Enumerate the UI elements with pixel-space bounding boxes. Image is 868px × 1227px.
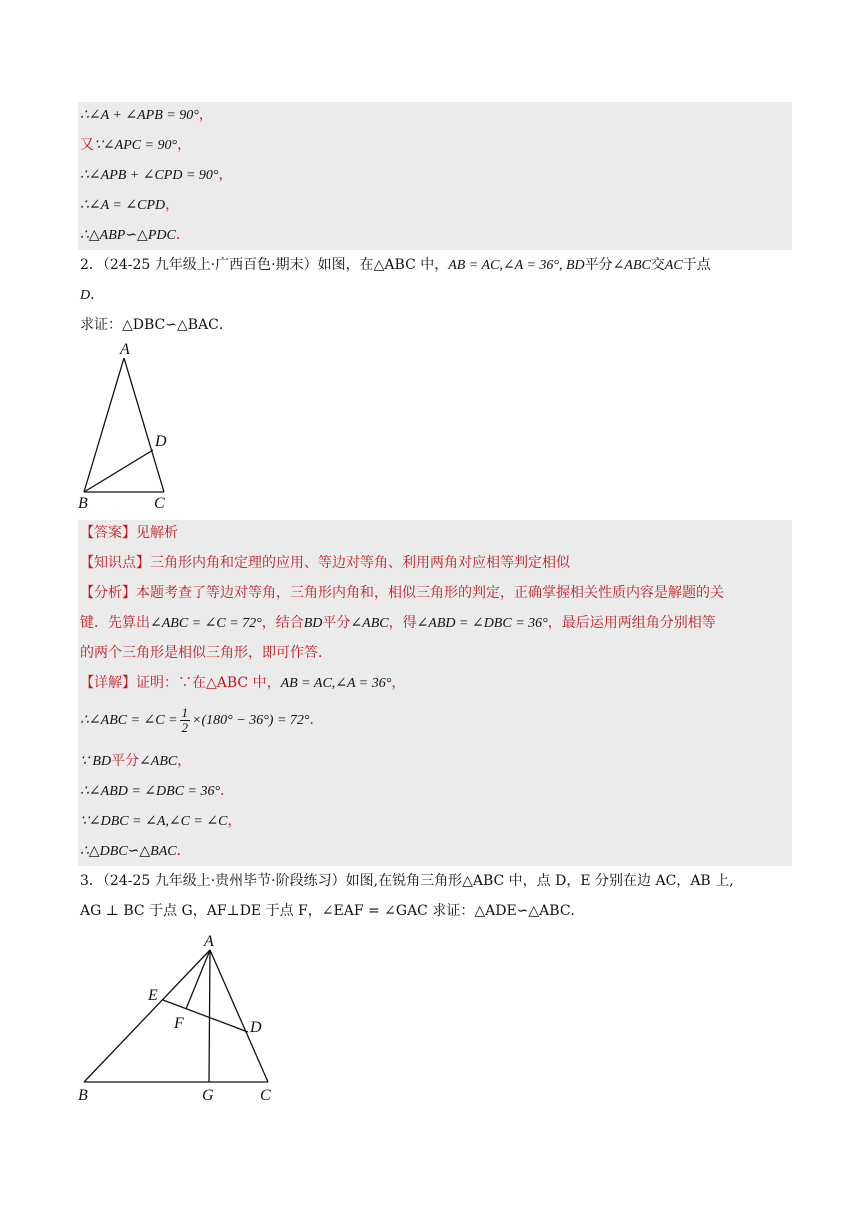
fraction-numerator: 1 bbox=[181, 704, 189, 720]
step-math: ∵∠DBC = ∠A,∠C = ∠C bbox=[80, 814, 228, 829]
analysis-text: ，最后运用两组角分别相等 bbox=[547, 615, 716, 631]
punctuation: ． bbox=[175, 227, 190, 243]
detail-line bbox=[80, 673, 405, 694]
analysis-math: ∠ABC = ∠C = 72° bbox=[150, 616, 262, 631]
step-math: ∵ BD bbox=[80, 754, 112, 769]
fraction bbox=[180, 706, 191, 735]
segment-ac bbox=[210, 950, 268, 1082]
analysis-tag: 【分析】 bbox=[80, 585, 136, 601]
label-e: E bbox=[148, 987, 158, 1004]
label-a: A bbox=[204, 933, 214, 950]
stem-text: 如图，在△ABC 中， bbox=[317, 257, 449, 273]
problem-source: （24-25 九年级上·广西百色·期末） bbox=[102, 257, 318, 273]
problem-2-prove bbox=[80, 315, 233, 335]
segment-ag bbox=[209, 950, 210, 1082]
analysis-text: 本题考查了等边对等角，三角形内角和，相似三角形的判定，正确掌握相关性质内容是解题的关 bbox=[136, 585, 724, 601]
problem-number: 3． bbox=[80, 873, 103, 889]
label-d: D bbox=[250, 1019, 262, 1036]
math-expression: ∴∠A + ∠APB = 90° bbox=[80, 108, 199, 123]
calc-math: ∴∠ABC = ∠C = bbox=[80, 713, 178, 728]
problem-number: 2． bbox=[80, 257, 103, 273]
math-expression: ∵∠APC = 90° bbox=[94, 138, 178, 153]
stem-text: 于点 bbox=[682, 257, 711, 273]
step-math: ∴∠ABD = ∠DBC = 36° bbox=[80, 784, 221, 799]
stem-math: AB = AC,∠A = 36°, BD bbox=[448, 258, 585, 273]
solution-line-5 bbox=[80, 225, 190, 246]
punctuation: ， bbox=[177, 753, 192, 769]
analysis-math: ∠ABC bbox=[350, 616, 389, 631]
segment-af bbox=[186, 950, 210, 1009]
step-math: ∠ABC bbox=[139, 754, 178, 769]
stem-text: 平分 bbox=[584, 257, 613, 273]
answer-line bbox=[80, 523, 178, 543]
step-text: 平分 bbox=[111, 753, 140, 769]
fraction-denominator: 2 bbox=[181, 719, 189, 735]
math-expression: ∴∠A = ∠CPD bbox=[80, 198, 166, 213]
analysis-text: 键．先算出 bbox=[80, 615, 150, 631]
answer-text: 见解析 bbox=[136, 525, 178, 541]
stem-text: 交 bbox=[650, 257, 665, 273]
punctuation: ． bbox=[309, 712, 324, 728]
step-line-2 bbox=[80, 781, 234, 802]
analysis-text: ，得 bbox=[388, 615, 417, 631]
punctuation: ， bbox=[177, 137, 192, 153]
triangle-figure-3 bbox=[70, 928, 290, 1110]
punctuation: ， bbox=[391, 675, 406, 691]
stem-text: AG ⊥ BC 于点 G，AF⊥DE 于点 F，∠EAF = ∠GAC 求证：△ADE∽△ABC． bbox=[80, 903, 585, 919]
label-a: A bbox=[120, 341, 130, 358]
punctuation: ． bbox=[176, 843, 191, 859]
problem-2-stem-cont bbox=[80, 285, 104, 306]
solution-line-1 bbox=[80, 105, 213, 126]
calc-line bbox=[80, 703, 324, 738]
label-g: G bbox=[202, 1087, 214, 1104]
analysis-math: BD bbox=[303, 616, 323, 631]
triangle-figure-2 bbox=[70, 338, 190, 518]
analysis-line-1 bbox=[80, 583, 724, 603]
label-c: C bbox=[154, 495, 165, 512]
prove-statement: 求证：△DBC∽△BAC． bbox=[80, 317, 233, 333]
stem-math: ∠ABC bbox=[612, 258, 651, 273]
label-f: F bbox=[174, 1015, 184, 1032]
punctuation: ． bbox=[220, 783, 235, 799]
solution-line-2 bbox=[80, 135, 191, 156]
punctuation: ， bbox=[218, 167, 233, 183]
segment-ac bbox=[124, 358, 164, 492]
problem-3-stem bbox=[80, 871, 734, 891]
stem-math: AC bbox=[664, 258, 683, 273]
stem-text: AB 上, bbox=[690, 873, 734, 889]
solution-line-4 bbox=[80, 195, 179, 216]
knowledge-line bbox=[80, 553, 570, 573]
punctuation: ， bbox=[198, 107, 213, 123]
knowledge-tag: 【知识点】 bbox=[80, 555, 150, 571]
math-expression: ∴△ABP∽△PDC bbox=[80, 228, 176, 243]
detail-math: AB = AC,∠A = 36° bbox=[280, 676, 392, 691]
solution-line-3 bbox=[80, 165, 233, 186]
punctuation: ， bbox=[165, 197, 180, 213]
answer-tag: 【答案】 bbox=[80, 525, 136, 541]
punctuation: ， bbox=[227, 813, 242, 829]
problem-2-stem bbox=[80, 255, 711, 276]
label-c: C bbox=[260, 1087, 271, 1104]
step-line-1 bbox=[80, 751, 191, 772]
stem-text: E 分别在边 AC， bbox=[580, 873, 691, 889]
analysis-line-3 bbox=[80, 643, 332, 663]
analysis-line-2 bbox=[80, 613, 716, 634]
analysis-math: ∠ABD = ∠DBC = 36° bbox=[416, 616, 548, 631]
step-line-4 bbox=[80, 841, 191, 862]
label-b: B bbox=[78, 1087, 88, 1104]
analysis-text: 的两个三角形是相似三角形，即可作答． bbox=[80, 645, 332, 661]
label-b: B bbox=[78, 495, 88, 512]
analysis-text: ，结合 bbox=[261, 615, 304, 631]
detail-text: 证明：∵在△ABC 中， bbox=[136, 675, 281, 691]
step-math: ∴△DBC∽△BAC bbox=[80, 844, 177, 859]
label-d: D bbox=[155, 433, 167, 450]
math-expression: ∴∠APB + ∠CPD = 90° bbox=[80, 168, 219, 183]
stem-text: 如图,在锐角三角形△ABC 中，点 D， bbox=[345, 873, 581, 889]
problem-source: （24-25 九年级上·贵州毕节·阶段练习） bbox=[102, 873, 346, 889]
stem-text: ． bbox=[90, 287, 105, 303]
stem-math: D bbox=[80, 288, 91, 303]
knowledge-text: 三角形内角和定理的应用、等边对等角、利用两角对应相等判定相似 bbox=[150, 555, 570, 571]
detail-tag: 【详解】 bbox=[80, 675, 136, 691]
problem-3-stem-cont bbox=[80, 901, 585, 921]
prefix-text: 又 bbox=[80, 137, 94, 153]
analysis-text: 平分 bbox=[322, 615, 351, 631]
step-line-3 bbox=[80, 811, 241, 832]
segment-ab bbox=[84, 950, 210, 1082]
calc-math: ×(180° − 36°) = 72° bbox=[192, 713, 310, 728]
